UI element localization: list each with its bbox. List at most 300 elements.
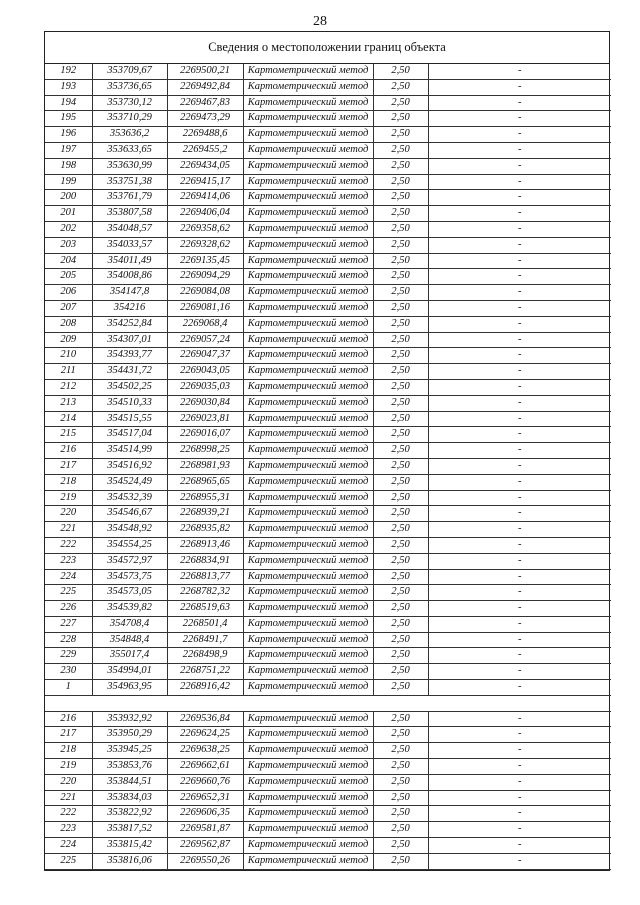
point-number-cell: 215	[45, 427, 92, 443]
accuracy-cell: 2,50	[373, 537, 428, 553]
x-coordinate-cell: 353844,51	[92, 774, 167, 790]
x-coordinate-cell: 353730,12	[92, 95, 167, 111]
y-coordinate-cell: 2268498,9	[167, 648, 243, 664]
point-number-cell: 198	[45, 158, 92, 174]
x-coordinate-cell: 353853,76	[92, 759, 167, 775]
accuracy-cell: 2,50	[373, 711, 428, 727]
x-coordinate-cell: 354048,57	[92, 221, 167, 237]
x-coordinate-cell: 353751,38	[92, 174, 167, 190]
x-coordinate-cell: 354546,67	[92, 506, 167, 522]
accuracy-cell: 2,50	[373, 174, 428, 190]
y-coordinate-cell: 2269328,62	[167, 237, 243, 253]
accuracy-cell: 2,50	[373, 680, 428, 696]
method-cell: Картометрический метод	[243, 822, 373, 838]
method-cell: Картометрический метод	[243, 601, 373, 617]
point-number-cell: 222	[45, 537, 92, 553]
accuracy-cell: 2,50	[373, 379, 428, 395]
table-row	[45, 395, 611, 411]
point-number-cell: 199	[45, 174, 92, 190]
table-row	[45, 443, 611, 459]
method-cell: Картометрический метод	[243, 127, 373, 143]
x-coordinate-cell: 354510,33	[92, 395, 167, 411]
point-number-cell: 218	[45, 474, 92, 490]
x-coordinate-cell: 354008,86	[92, 269, 167, 285]
accuracy-cell: 2,50	[373, 490, 428, 506]
point-number-cell: 195	[45, 111, 92, 127]
accuracy-cell: 2,50	[373, 316, 428, 332]
y-coordinate-cell: 2269030,84	[167, 395, 243, 411]
method-cell: Картометрический метод	[243, 790, 373, 806]
table-row	[45, 269, 611, 285]
point-number-cell: 201	[45, 206, 92, 222]
y-coordinate-cell: 2269624,25	[167, 727, 243, 743]
x-coordinate-cell: 353736,65	[92, 79, 167, 95]
table-row	[45, 142, 611, 158]
accuracy-cell: 2,50	[373, 616, 428, 632]
description-cell: -	[428, 79, 611, 95]
point-number-cell: 213	[45, 395, 92, 411]
y-coordinate-cell: 2269406,04	[167, 206, 243, 222]
point-number-cell: 225	[45, 853, 92, 869]
y-coordinate-cell: 2269473,29	[167, 111, 243, 127]
x-coordinate-cell: 353945,25	[92, 743, 167, 759]
description-cell: -	[428, 206, 611, 222]
method-cell: Картометрический метод	[243, 853, 373, 869]
description-cell: -	[428, 427, 611, 443]
x-coordinate-cell: 353817,52	[92, 822, 167, 838]
table-row	[45, 174, 611, 190]
table-row	[45, 774, 611, 790]
accuracy-cell: 2,50	[373, 206, 428, 222]
coordinates-table-frame	[44, 31, 610, 871]
accuracy-cell: 2,50	[373, 285, 428, 301]
accuracy-cell: 2,50	[373, 127, 428, 143]
description-cell: -	[428, 790, 611, 806]
method-cell: Картометрический метод	[243, 585, 373, 601]
description-cell: -	[428, 285, 611, 301]
method-cell: Картометрический метод	[243, 727, 373, 743]
x-coordinate-cell: 354524,49	[92, 474, 167, 490]
point-number-cell: 216	[45, 443, 92, 459]
accuracy-cell: 2,50	[373, 221, 428, 237]
point-number-cell: 192	[45, 64, 92, 79]
point-number-cell: 206	[45, 285, 92, 301]
description-cell: -	[428, 680, 611, 696]
y-coordinate-cell: 2268501,4	[167, 616, 243, 632]
y-coordinate-cell: 2268782,32	[167, 585, 243, 601]
table-row	[45, 237, 611, 253]
x-coordinate-cell: 354516,92	[92, 458, 167, 474]
method-cell: Картометрический метод	[243, 427, 373, 443]
point-number-cell: 218	[45, 743, 92, 759]
x-coordinate-cell: 354216	[92, 300, 167, 316]
x-coordinate-cell: 354963,95	[92, 680, 167, 696]
table-row	[45, 664, 611, 680]
point-number-cell: 219	[45, 759, 92, 775]
description-cell: -	[428, 95, 611, 111]
table-row	[45, 64, 611, 79]
description-cell: -	[428, 190, 611, 206]
point-number-cell: 221	[45, 790, 92, 806]
point-number-cell: 219	[45, 490, 92, 506]
method-cell: Картометрический метод	[243, 221, 373, 237]
point-number-cell: 217	[45, 727, 92, 743]
y-coordinate-cell: 2269606,35	[167, 806, 243, 822]
x-coordinate-cell: 353630,99	[92, 158, 167, 174]
y-coordinate-cell: 2268935,82	[167, 522, 243, 538]
table-row	[45, 822, 611, 838]
description-cell: -	[428, 316, 611, 332]
y-coordinate-cell: 2269550,26	[167, 853, 243, 869]
x-coordinate-cell: 354033,57	[92, 237, 167, 253]
page-number: 28	[313, 14, 327, 29]
method-cell: Картометрический метод	[243, 616, 373, 632]
method-cell: Картометрический метод	[243, 522, 373, 538]
x-coordinate-cell: 354573,05	[92, 585, 167, 601]
point-number-cell: 228	[45, 632, 92, 648]
table-row	[45, 127, 611, 143]
table-row	[45, 79, 611, 95]
table-row	[45, 569, 611, 585]
method-cell: Картометрический метод	[243, 174, 373, 190]
description-cell: -	[428, 490, 611, 506]
table-row	[45, 316, 611, 332]
method-cell: Картометрический метод	[243, 759, 373, 775]
table-row	[45, 348, 611, 364]
table-row	[45, 206, 611, 222]
table-row	[45, 474, 611, 490]
method-cell: Картометрический метод	[243, 237, 373, 253]
table-row	[45, 332, 611, 348]
method-cell: Картометрический метод	[243, 253, 373, 269]
accuracy-cell: 2,50	[373, 806, 428, 822]
description-cell: -	[428, 348, 611, 364]
description-cell: -	[428, 553, 611, 569]
description-cell: -	[428, 585, 611, 601]
point-number-cell: 221	[45, 522, 92, 538]
y-coordinate-cell: 2268519,63	[167, 601, 243, 617]
table-row	[45, 253, 611, 269]
method-cell: Картометрический метод	[243, 743, 373, 759]
method-cell: Картометрический метод	[243, 474, 373, 490]
y-coordinate-cell: 2269434,05	[167, 158, 243, 174]
description-cell: -	[428, 774, 611, 790]
x-coordinate-cell: 354848,4	[92, 632, 167, 648]
method-cell: Картометрический метод	[243, 300, 373, 316]
method-cell: Картометрический метод	[243, 569, 373, 585]
method-cell: Картометрический метод	[243, 490, 373, 506]
point-number-cell: 216	[45, 711, 92, 727]
point-number-cell: 203	[45, 237, 92, 253]
description-cell: -	[428, 379, 611, 395]
table-row	[45, 537, 611, 553]
method-cell: Картометрический метод	[243, 838, 373, 854]
y-coordinate-cell: 2269500,21	[167, 64, 243, 79]
description-cell: -	[428, 111, 611, 127]
accuracy-cell: 2,50	[373, 253, 428, 269]
coordinates-table	[45, 64, 611, 870]
y-coordinate-cell: 2268491,7	[167, 632, 243, 648]
description-cell: -	[428, 838, 611, 854]
y-coordinate-cell: 2269057,24	[167, 332, 243, 348]
x-coordinate-cell: 353633,65	[92, 142, 167, 158]
y-coordinate-cell: 2268913,46	[167, 537, 243, 553]
method-cell: Картометрический метод	[243, 774, 373, 790]
accuracy-cell: 2,50	[373, 364, 428, 380]
point-number-cell: 226	[45, 601, 92, 617]
description-cell: -	[428, 221, 611, 237]
point-number-cell: 229	[45, 648, 92, 664]
x-coordinate-cell: 353816,06	[92, 853, 167, 869]
x-coordinate-cell: 354554,25	[92, 537, 167, 553]
accuracy-cell: 2,50	[373, 632, 428, 648]
y-coordinate-cell: 2268998,25	[167, 443, 243, 459]
description-cell: -	[428, 253, 611, 269]
table-row	[45, 553, 611, 569]
accuracy-cell: 2,50	[373, 458, 428, 474]
x-coordinate-cell: 354517,04	[92, 427, 167, 443]
table-row	[45, 522, 611, 538]
y-coordinate-cell: 2269135,45	[167, 253, 243, 269]
description-cell: -	[428, 411, 611, 427]
x-coordinate-cell: 353815,42	[92, 838, 167, 854]
method-cell: Картометрический метод	[243, 190, 373, 206]
method-cell: Картометрический метод	[243, 411, 373, 427]
method-cell: Картометрический метод	[243, 664, 373, 680]
x-coordinate-cell: 354252,84	[92, 316, 167, 332]
description-cell: -	[428, 332, 611, 348]
point-number-cell: 220	[45, 506, 92, 522]
method-cell: Картометрический метод	[243, 95, 373, 111]
description-cell: -	[428, 616, 611, 632]
description-cell: -	[428, 300, 611, 316]
accuracy-cell: 2,50	[373, 395, 428, 411]
point-number-cell: 223	[45, 553, 92, 569]
y-coordinate-cell: 2268751,22	[167, 664, 243, 680]
description-cell: -	[428, 743, 611, 759]
x-coordinate-cell: 354431,72	[92, 364, 167, 380]
y-coordinate-cell: 2269455,2	[167, 142, 243, 158]
accuracy-cell: 2,50	[373, 474, 428, 490]
accuracy-cell: 2,50	[373, 142, 428, 158]
x-coordinate-cell: 353950,29	[92, 727, 167, 743]
method-cell: Картометрический метод	[243, 269, 373, 285]
accuracy-cell: 2,50	[373, 774, 428, 790]
description-cell: -	[428, 648, 611, 664]
point-number-cell: 204	[45, 253, 92, 269]
point-number-cell: 205	[45, 269, 92, 285]
y-coordinate-cell: 2268834,91	[167, 553, 243, 569]
description-cell: -	[428, 569, 611, 585]
y-coordinate-cell: 2269358,62	[167, 221, 243, 237]
accuracy-cell: 2,50	[373, 269, 428, 285]
accuracy-cell: 2,50	[373, 759, 428, 775]
method-cell: Картометрический метод	[243, 379, 373, 395]
method-cell: Картометрический метод	[243, 364, 373, 380]
accuracy-cell: 2,50	[373, 190, 428, 206]
x-coordinate-cell: 353709,67	[92, 64, 167, 79]
point-number-cell: 1	[45, 680, 92, 696]
accuracy-cell: 2,50	[373, 853, 428, 869]
point-number-cell: 202	[45, 221, 92, 237]
description-cell: -	[428, 822, 611, 838]
y-coordinate-cell: 2269638,25	[167, 743, 243, 759]
point-number-cell: 207	[45, 300, 92, 316]
table-row	[45, 364, 611, 380]
description-cell: -	[428, 601, 611, 617]
x-coordinate-cell: 355017,4	[92, 648, 167, 664]
point-number-cell: 193	[45, 79, 92, 95]
x-coordinate-cell: 354548,92	[92, 522, 167, 538]
point-number-cell: 196	[45, 127, 92, 143]
method-cell: Картометрический метод	[243, 395, 373, 411]
accuracy-cell: 2,50	[373, 237, 428, 253]
method-cell: Картометрический метод	[243, 443, 373, 459]
y-coordinate-cell: 2269043,05	[167, 364, 243, 380]
y-coordinate-cell: 2269652,31	[167, 790, 243, 806]
x-coordinate-cell: 353834,03	[92, 790, 167, 806]
description-cell: -	[428, 727, 611, 743]
description-cell: -	[428, 759, 611, 775]
x-coordinate-cell: 354514,99	[92, 443, 167, 459]
table-row	[45, 490, 611, 506]
table-row	[45, 111, 611, 127]
x-coordinate-cell: 353932,92	[92, 711, 167, 727]
description-cell: -	[428, 237, 611, 253]
method-cell: Картометрический метод	[243, 158, 373, 174]
table-row	[45, 458, 611, 474]
y-coordinate-cell: 2269415,17	[167, 174, 243, 190]
accuracy-cell: 2,50	[373, 585, 428, 601]
description-cell: -	[428, 364, 611, 380]
description-cell: -	[428, 474, 611, 490]
y-coordinate-cell: 2269467,83	[167, 95, 243, 111]
point-number-cell: 197	[45, 142, 92, 158]
description-cell: -	[428, 142, 611, 158]
description-cell: -	[428, 806, 611, 822]
table-row	[45, 632, 611, 648]
y-coordinate-cell: 2269581,87	[167, 822, 243, 838]
description-cell: -	[428, 395, 611, 411]
description-cell: -	[428, 127, 611, 143]
point-number-cell: 212	[45, 379, 92, 395]
y-coordinate-cell: 2269081,16	[167, 300, 243, 316]
x-coordinate-cell: 354393,77	[92, 348, 167, 364]
table-row	[45, 190, 611, 206]
description-cell: -	[428, 853, 611, 869]
description-cell: -	[428, 537, 611, 553]
x-coordinate-cell: 354147,8	[92, 285, 167, 301]
x-coordinate-cell: 354994,01	[92, 664, 167, 680]
method-cell: Картометрический метод	[243, 648, 373, 664]
method-cell: Картометрический метод	[243, 806, 373, 822]
x-coordinate-cell: 353761,79	[92, 190, 167, 206]
accuracy-cell: 2,50	[373, 569, 428, 585]
point-number-cell: 223	[45, 822, 92, 838]
table-row	[45, 300, 611, 316]
accuracy-cell: 2,50	[373, 506, 428, 522]
accuracy-cell: 2,50	[373, 64, 428, 79]
point-number-cell: 208	[45, 316, 92, 332]
point-number-cell: 220	[45, 774, 92, 790]
table-row	[45, 506, 611, 522]
x-coordinate-cell: 354573,75	[92, 569, 167, 585]
table-row	[45, 221, 611, 237]
table-body	[45, 64, 611, 869]
point-number-cell: 227	[45, 616, 92, 632]
y-coordinate-cell: 2269023,81	[167, 411, 243, 427]
accuracy-cell: 2,50	[373, 332, 428, 348]
y-coordinate-cell: 2269662,61	[167, 759, 243, 775]
point-number-cell: 200	[45, 190, 92, 206]
description-cell: -	[428, 522, 611, 538]
table-row	[45, 680, 611, 696]
accuracy-cell: 2,50	[373, 411, 428, 427]
x-coordinate-cell: 354011,49	[92, 253, 167, 269]
y-coordinate-cell: 2269536,84	[167, 711, 243, 727]
method-cell: Картометрический метод	[243, 111, 373, 127]
y-coordinate-cell: 2269035,03	[167, 379, 243, 395]
point-number-cell: 222	[45, 806, 92, 822]
method-cell: Картометрический метод	[243, 348, 373, 364]
point-number-cell: 210	[45, 348, 92, 364]
x-coordinate-cell: 353807,58	[92, 206, 167, 222]
y-coordinate-cell: 2269016,07	[167, 427, 243, 443]
point-number-cell: 225	[45, 585, 92, 601]
y-coordinate-cell: 2268939,21	[167, 506, 243, 522]
accuracy-cell: 2,50	[373, 300, 428, 316]
x-coordinate-cell: 354515,55	[92, 411, 167, 427]
table-row	[45, 95, 611, 111]
y-coordinate-cell: 2269068,4	[167, 316, 243, 332]
y-coordinate-cell: 2268955,31	[167, 490, 243, 506]
x-coordinate-cell: 354502,25	[92, 379, 167, 395]
accuracy-cell: 2,50	[373, 727, 428, 743]
accuracy-cell: 2,50	[373, 443, 428, 459]
description-cell: -	[428, 269, 611, 285]
description-cell: -	[428, 664, 611, 680]
accuracy-cell: 2,50	[373, 601, 428, 617]
x-coordinate-cell: 354572,97	[92, 553, 167, 569]
table-row	[45, 790, 611, 806]
method-cell: Картометрический метод	[243, 711, 373, 727]
method-cell: Картометрический метод	[243, 79, 373, 95]
accuracy-cell: 2,50	[373, 427, 428, 443]
point-number-cell: 209	[45, 332, 92, 348]
table-row	[45, 853, 611, 869]
method-cell: Картометрический метод	[243, 285, 373, 301]
description-cell: -	[428, 711, 611, 727]
x-coordinate-cell: 353636,2	[92, 127, 167, 143]
method-cell: Картометрический метод	[243, 632, 373, 648]
table-row	[45, 806, 611, 822]
x-coordinate-cell: 354532,39	[92, 490, 167, 506]
table-row	[45, 158, 611, 174]
accuracy-cell: 2,50	[373, 790, 428, 806]
description-cell: -	[428, 174, 611, 190]
table-row	[45, 743, 611, 759]
y-coordinate-cell: 2269084,08	[167, 285, 243, 301]
x-coordinate-cell: 353822,92	[92, 806, 167, 822]
method-cell: Картометрический метод	[243, 316, 373, 332]
table-row	[45, 427, 611, 443]
section-separator-row	[45, 695, 611, 711]
description-cell: -	[428, 443, 611, 459]
description-cell: -	[428, 158, 611, 174]
table-row	[45, 711, 611, 727]
method-cell: Картометрический метод	[243, 332, 373, 348]
description-cell: -	[428, 64, 611, 79]
